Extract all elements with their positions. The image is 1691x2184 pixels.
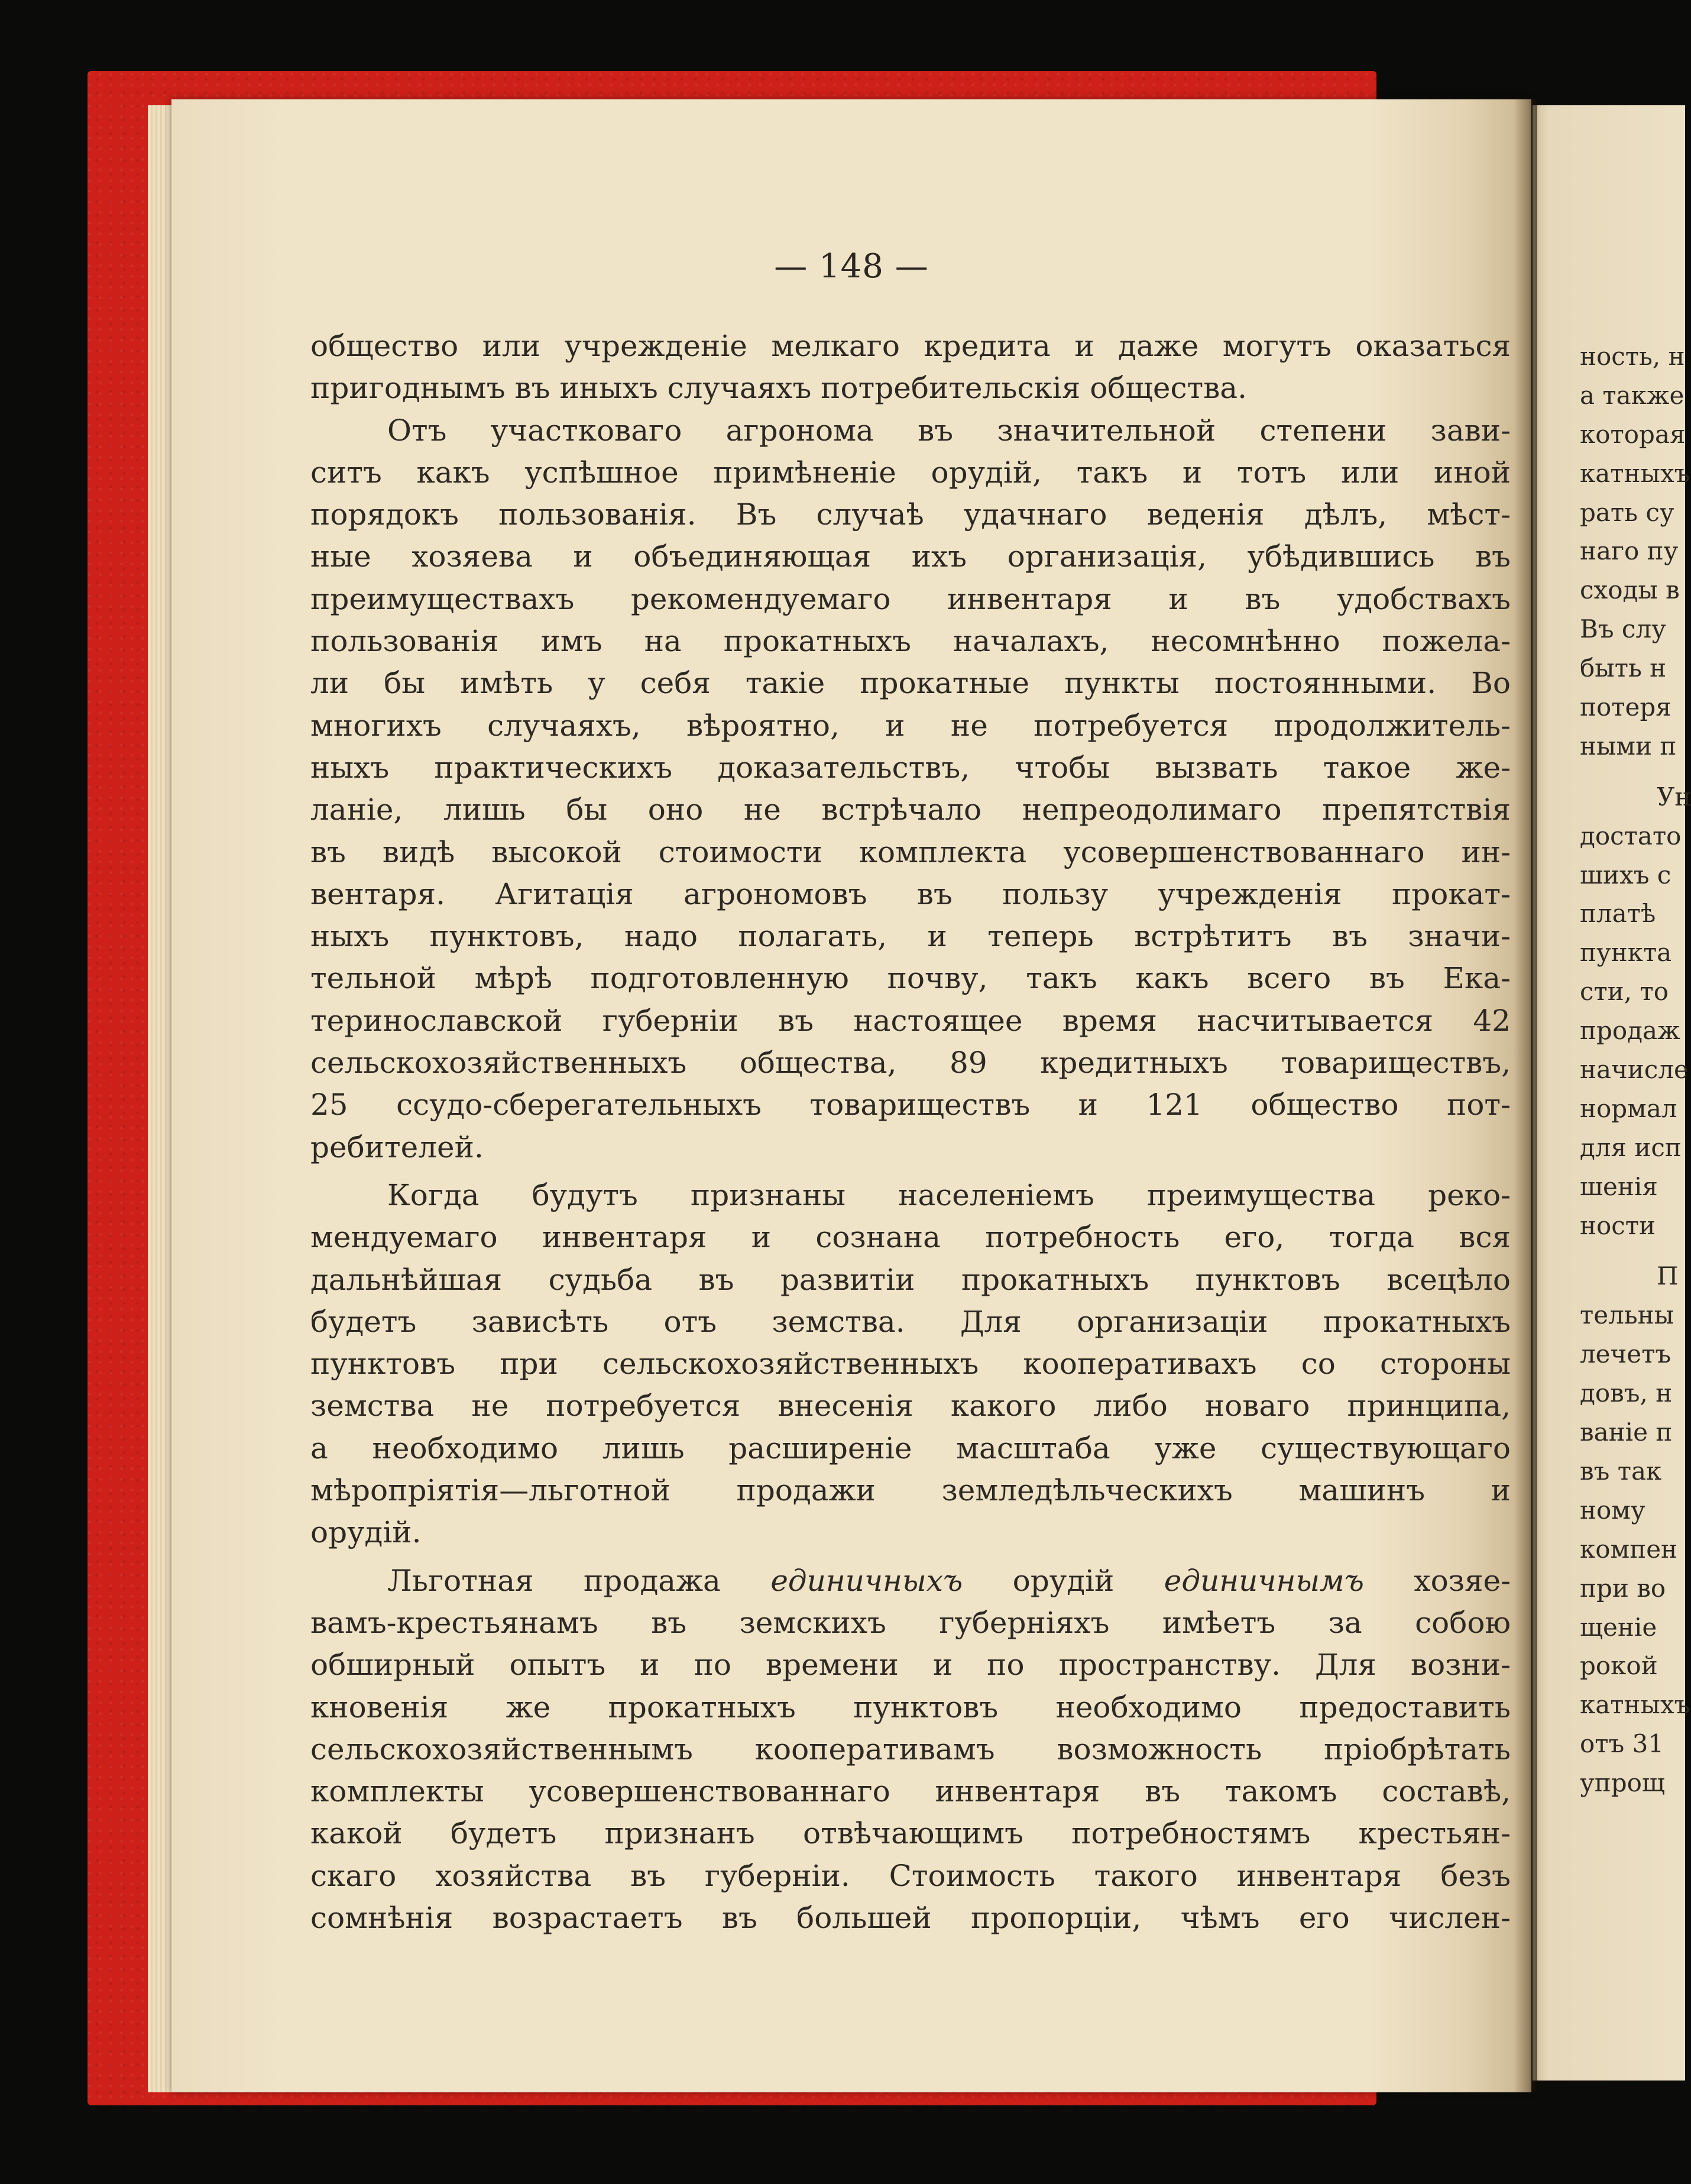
facing-line: потеря <box>1580 693 1671 722</box>
facing-line: Ун <box>1657 782 1691 811</box>
text-line: пригоднымъ въ иныхъ случаяхъ потребительскія общества. <box>310 371 1247 406</box>
facing-line: нормал <box>1580 1093 1677 1123</box>
text-line: ныхъ практическихъ доказательствъ, чтобы вызвать такое же- <box>310 750 1511 785</box>
facing-line: П <box>1657 1261 1679 1291</box>
facing-line: ваніе п <box>1580 1418 1673 1447</box>
facing-line: для исп <box>1580 1133 1682 1162</box>
facing-line: рать су <box>1580 497 1674 527</box>
facing-page-text <box>1580 337 1691 1803</box>
facing-line: упрощ <box>1580 1768 1665 1798</box>
facing-line: лечетъ <box>1580 1339 1671 1369</box>
text-line: обширный опытъ и по времени и по пространству. Для возни- <box>310 1648 1511 1683</box>
page-number: — 148 — <box>774 247 929 286</box>
text-line: сельскохозяйственнымъ кооперативамъ возможность пріобрѣтать <box>310 1732 1511 1766</box>
text-line: а необходимо лишь расширеніе масштаба уже существующаго <box>310 1431 1511 1465</box>
text-line: Отъ участковаго агронома въ значительной степени зави- <box>387 413 1511 448</box>
facing-line: Въ слу <box>1580 614 1666 644</box>
facing-line: которая <box>1580 419 1686 449</box>
facing-line: начисле <box>1580 1055 1689 1085</box>
text-line: вамъ-крестьянамъ въ земскихъ губерніяхъ имѣетъ за собою <box>310 1605 1511 1640</box>
text-line: 25 ссудо-сберегательныхъ товариществъ и 121 общество пот- <box>310 1088 1511 1122</box>
text-line: ланіе, лишь бы оно не встрѣчало непреодолимаго препятствія <box>310 792 1511 827</box>
text-line: пунктовъ при сельскохозяйственныхъ кооперативахъ со стороны <box>310 1347 1511 1381</box>
facing-line: отъ 31 <box>1580 1729 1664 1759</box>
facing-line: достато <box>1580 821 1682 850</box>
text-line: ныхъ пунктовъ, надо полагать, и теперь встрѣтитъ въ значи- <box>310 919 1511 954</box>
facing-line: въ так <box>1580 1456 1662 1486</box>
facing-line: ность, н <box>1580 342 1685 371</box>
book-gutter <box>1514 99 1537 2092</box>
text-line: сомнѣнія возрастаетъ въ большей пропорціи, чѣмъ его числен- <box>310 1900 1511 1935</box>
text-run: орудій <box>963 1563 1164 1598</box>
text-line: какой будетъ признанъ отвѣчающимъ потребностямъ крестьян- <box>310 1816 1511 1851</box>
text-line: дальнѣйшая судьба въ развитіи прокатныхъ пунктовъ всецѣло <box>310 1262 1511 1297</box>
facing-line: рокой <box>1580 1651 1658 1681</box>
facing-line: компен <box>1580 1534 1678 1564</box>
text-line: земства не потребуется внесенія какого либо новаго принципа, <box>310 1389 1511 1423</box>
facing-line: продаж <box>1580 1016 1680 1046</box>
text-line: Когда будутъ признаны населеніемъ преимущества реко- <box>387 1177 1511 1212</box>
text-line: мендуемаго инвентаря и сознана потребность его, тогда вся <box>310 1220 1511 1255</box>
facing-line: ными п <box>1580 731 1677 761</box>
facing-line: шенія <box>1580 1172 1658 1201</box>
text-line: скаго хозяйства въ губерніи. Стоимость такого инвентаря безъ <box>310 1858 1511 1893</box>
text-line: тельной мѣрѣ подготовленную почву, такъ какъ всего въ Ека- <box>310 961 1511 996</box>
text-line: орудій. <box>310 1515 422 1550</box>
text-line: ли бы имѣть у себя такіе прокатные пункты постоянными. Во <box>310 666 1511 701</box>
text-line: мѣропріятія—льготной продажи земледѣльческихъ машинъ и <box>310 1473 1511 1508</box>
facing-line: пункта <box>1580 938 1672 968</box>
facing-line: шихъ с <box>1580 860 1671 889</box>
text-run: хозяе- <box>1363 1563 1511 1598</box>
text-line: ситъ какъ успѣшное примѣненіе орудій, такъ и тотъ или иной <box>310 455 1511 490</box>
facing-line: довъ, н <box>1580 1379 1673 1408</box>
text-line: въ видѣ высокой стоимости комплекта усовершенствованнаго ин- <box>310 834 1511 869</box>
text-line: ребителей. <box>310 1130 484 1164</box>
page-text <box>310 325 1511 1939</box>
facing-line: катныхъ <box>1580 458 1690 488</box>
text-line: кновенія же прокатныхъ пунктовъ необходимо предоставить <box>310 1690 1511 1724</box>
text-run: Льготная продажа <box>387 1563 771 1598</box>
text-line: ные хозяева и объединяющая ихъ организація, убѣдившись въ <box>310 539 1511 574</box>
text-line: преимуществахъ рекомендуемаго инвентаря и въ удобствахъ <box>310 581 1511 616</box>
facing-line: ному <box>1580 1495 1645 1525</box>
facing-line: быть н <box>1580 653 1667 683</box>
facing-line: платѣ <box>1580 899 1656 928</box>
text-line: общество или учрежденіе мелкаго кредита и даже могутъ оказаться <box>310 329 1511 363</box>
facing-line: тельны <box>1580 1300 1674 1330</box>
text-line: сельскохозяйственныхъ общества, 89 кредитныхъ товариществъ, <box>310 1046 1511 1080</box>
text-line: порядокъ пользованія. Въ случаѣ удачнаго веденія дѣлъ, мѣст- <box>310 497 1511 532</box>
facing-line: катныхъ <box>1580 1690 1690 1720</box>
facing-line: сти, то <box>1580 977 1669 1007</box>
text-line: будетъ зависѣть отъ земства. Для организаціи прокатныхъ <box>310 1304 1511 1339</box>
facing-line: при во <box>1580 1573 1666 1603</box>
facing-line: щеніе <box>1580 1612 1657 1642</box>
text-line: многихъ случаяхъ, вѣроятно, и не потребуется продолжитель- <box>310 708 1511 743</box>
text-line: пользованія имъ на прокатныхъ началахъ, несомнѣнно пожела- <box>310 624 1511 659</box>
text-line: теринославской губерніи въ настоящее время насчитывается 42 <box>310 1003 1511 1038</box>
text-line-italic-mix <box>310 1560 1511 1602</box>
italic-term: единичнымъ <box>1164 1563 1364 1598</box>
facing-line: а также <box>1580 380 1684 410</box>
text-line: вентаря. Агитація агрономовъ въ пользу учрежденія прокат- <box>310 876 1511 911</box>
facing-line: наго пу <box>1580 536 1679 566</box>
facing-line: ности <box>1580 1211 1656 1240</box>
text-line: комплекты усовершенствованнаго инвентаря въ такомъ составѣ, <box>310 1774 1511 1809</box>
italic-term: единичныхъ <box>770 1563 963 1598</box>
facing-line: сходы в <box>1580 575 1680 605</box>
